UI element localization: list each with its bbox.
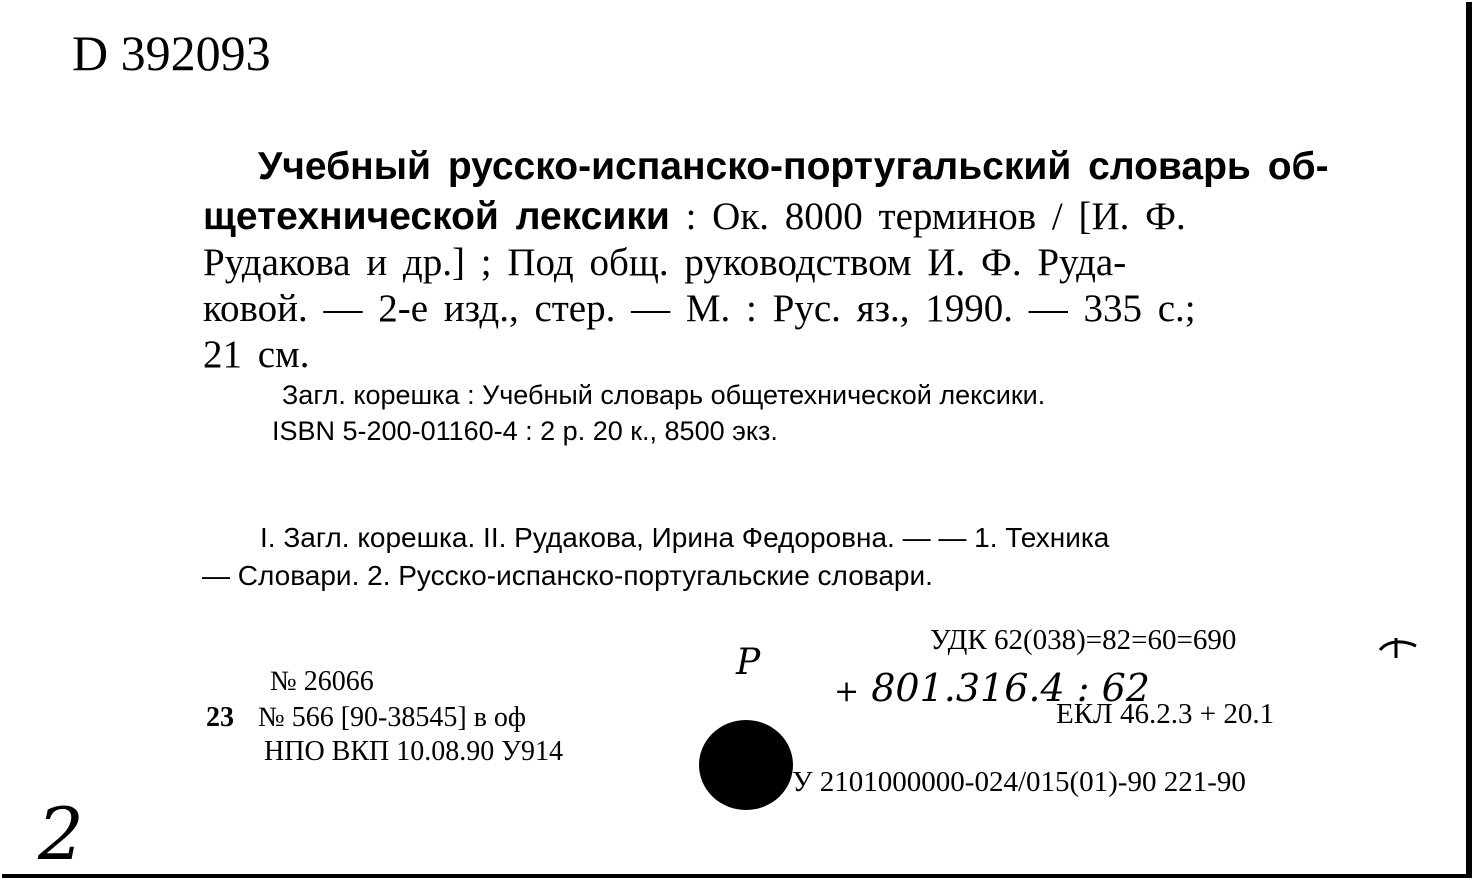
title-line-1: Учебный русско-испанско-португальский словарь об- xyxy=(258,145,1329,188)
handwritten-corner-number: 2 xyxy=(38,792,84,876)
handwritten-p: P xyxy=(736,642,761,683)
title-line-2 xyxy=(203,192,1186,242)
ekl-index: ЕКЛ 46.2.3 + 20.1 xyxy=(1056,698,1275,730)
title-line-5: 21 см. xyxy=(203,333,310,376)
publisher-line: НПО ВКП 10.08.90 У914 xyxy=(264,736,564,767)
title-line-2-bold: щетехнической лексики xyxy=(203,195,670,238)
tracing-line-2: — Словари. 2. Русско-испанско-португальские словари. xyxy=(202,560,933,591)
order-prefix: 23 xyxy=(206,702,234,733)
call-number: D 392093 xyxy=(72,25,271,81)
classification-code: У 2101000000-024/015(01)-90 221-90 xyxy=(792,766,1246,798)
catalog-card xyxy=(2,2,1472,878)
handwritten-udk-text: 801.316.4 : 62 xyxy=(871,666,1150,710)
title-line-3: Рудакова и др.] ; Под общ. руководством И. Ф. Руда- xyxy=(203,241,1127,284)
title-line-4: ковой. — 2-е изд., стер. — М. : Рус. яз., 1990. — 335 с.; xyxy=(203,287,1196,330)
plus-mark-icon xyxy=(1376,634,1420,660)
title-line-2-rest: : Ок. 8000 терминов / [И. Ф. xyxy=(669,195,1186,238)
order-number: № 566 [90-38545] в оф xyxy=(258,702,527,733)
note-spine-title: Загл. корешка : Учебный словарь общетехнической лексики. xyxy=(282,380,1046,410)
handwritten-plus-icon: + xyxy=(834,674,860,709)
black-dot-mark xyxy=(699,720,793,810)
note-isbn: ISBN 5-200-01160-4 : 2 р. 20 к., 8500 экз. xyxy=(272,416,778,446)
tracing-line-1: I. Загл. корешка. II. Рудакова, Ирина Федоровна. — — 1. Техника xyxy=(260,522,1110,553)
reg-number: № 26066 xyxy=(270,666,374,697)
udk-index: УДК 62(038)=82=60=690 xyxy=(930,624,1237,656)
